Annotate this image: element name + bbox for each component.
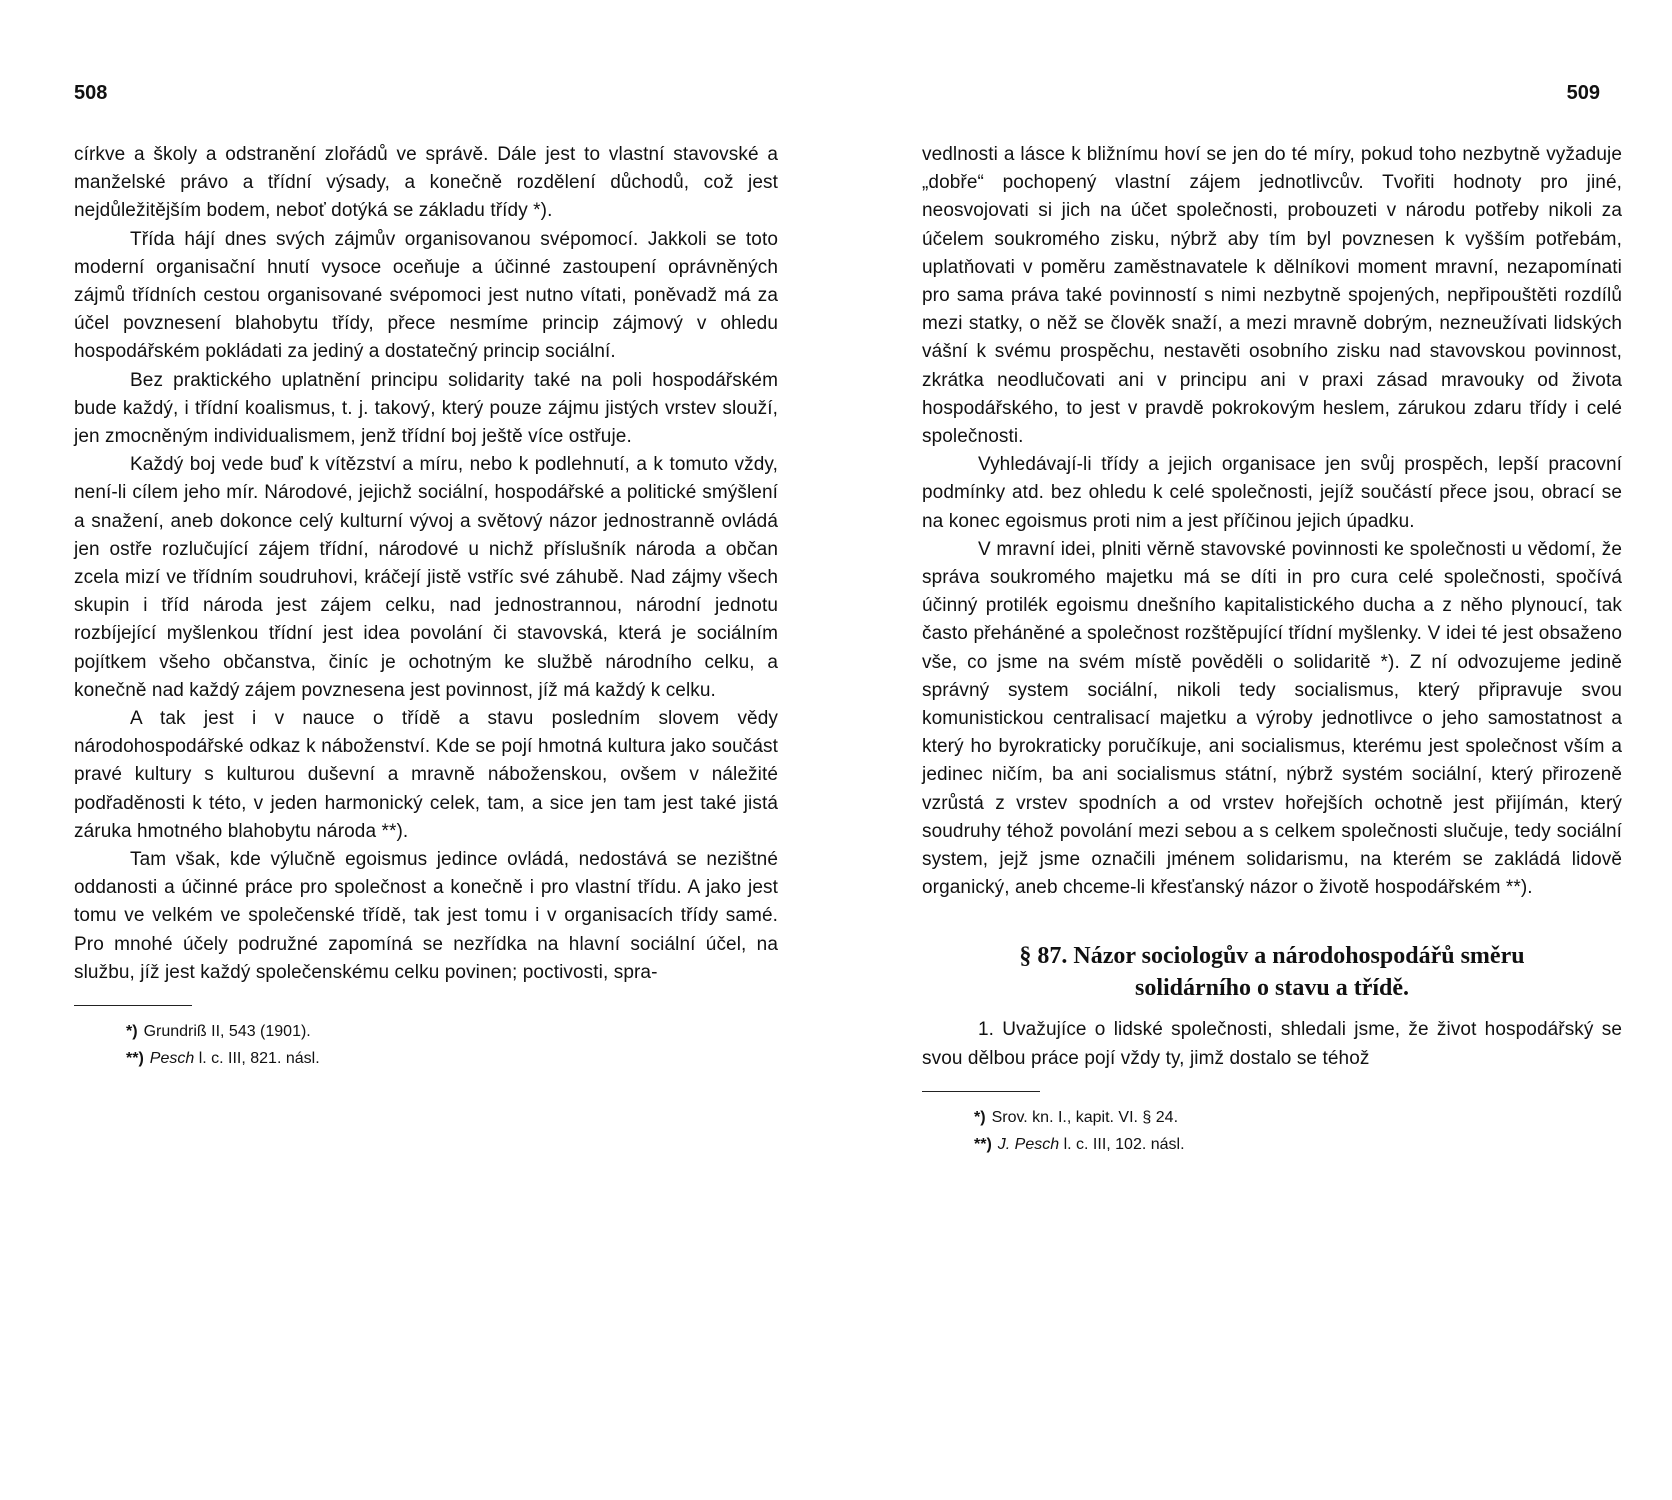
page-number: 508 — [74, 82, 108, 104]
footnotes — [74, 1018, 778, 1072]
footnote — [922, 1104, 1622, 1131]
footnote-mark: **) — [126, 1050, 144, 1068]
footnote-mark: *) — [974, 1108, 986, 1126]
paragraph: Tam však, kde výlučně egoismus jedince ovládá, nedostává se nezištné oddanosti a účinné práce pro společnost a konečně i pro vlastní třídu. A jako jest tomu ve velkém ve společenské třídě, tak jest tomu i v organisacích třídy samé. Pro mnohé účely podružné zapomíná se nezřídka na hlavní sociální účel, na službu, jíž jest každý společenskému celku povinen; poctivosti, spra- — [74, 849, 778, 983]
footnote-mark: *) — [126, 1023, 138, 1041]
right-body-text — [922, 141, 1622, 902]
footnote — [922, 1131, 1622, 1158]
right-text-column — [922, 141, 1622, 1158]
page-number: 509 — [1566, 82, 1600, 104]
footnote — [74, 1045, 778, 1072]
paragraph: Bez praktického uplatnění principu solidarity také na poli hospodářském bude každý, i třídní koalismus, t. j. takový, který pouze zájmu jistých vrstev slouží, jen zmocněným individualismem, jenž třídní boj ještě více ostřuje. — [74, 369, 778, 448]
paragraph: vedlnosti a lásce k bližnímu hoví se jen do té míry, pokud toho nezbytně vyžaduje „dobře“ pochopený vlastní zájem jednotlivcův. Tvořiti hodnoty pro jiné, neosvojovati si jich na účet společnosti, probouzeti v národu potřeby nikoli za účelem soukromého zisku, nýbrž aby tím byl povznesen k vyšším potřebám, uplatňovati v poměru zaměstnavatele k dělníkovi moment mravní, nezapomínati pro sama práva také povinností s nimi nezbytně spojených, nepřipouštěti rozdílů mezi statky, o něž se člověk snaží, a mezi mravně dobrým, nezneužívati lidských vášní k svému prospěchu, nestavěti osobního zisku nad stavovskou povinnost, zkrátka neodlučovati ani v principu ani v praxi zásad mravouky od života hospodářského, to jest v pravdě pokrokovým heslem, zárukou zdaru třídy i celé společnosti. — [922, 144, 1622, 448]
footnote-text: Srov. kn. I., kapit. VI. § 24. — [991, 1108, 1179, 1126]
footnote-mark: **) — [974, 1135, 992, 1153]
footnote-divider — [74, 1005, 192, 1006]
footnote-divider — [922, 1091, 1040, 1092]
paragraph: Vyhledávají-li třídy a jejich organisace jen svůj prospěch, lepší pracovní podmínky atd. bez ohledu k celé společnosti, jejíž součástí přece jsou, obrací se na konec egoismus proti nim a jest příčinou jejich úpadku. — [922, 454, 1622, 532]
footnote-text: Grundriß II, 543 (1901). — [143, 1023, 311, 1041]
section-heading-line: § 87. Názor sociologův a národohospodářů směru — [1019, 943, 1525, 970]
right-page — [836, 0, 1672, 1500]
paragraph: Třída hájí dnes svých zájmův organisovanou svépomocí. Jakkoli se toto moderní organisační hnutí vysoce oceňuje a účinné zastoupení oprávněných zájmů třídních cestou organisované svépomoci jest nutno vítati, poněvadž má za účel povznesení blahobytu třídy, přece nesmíme princip zájmový v ohledu hospodářském pokládati za jediný a dostatečný princip sociální. — [74, 228, 778, 363]
footnote-author: Pesch — [149, 1050, 195, 1068]
section-heading-line: solidárního o stavu a třídě. — [1134, 975, 1410, 1002]
section-text — [922, 1016, 1622, 1072]
paragraph: A tak jest i v nauce o třídě a stavu posledním slovem vědy národohospodářské odkaz k náboženství. Kde se pojí hmotná kultura jako součást pravé kultury s kulturou duševní a mravně náboženskou, ovšem v náležité podřaděnosti k této, v jeden harmonický celek, tam, a sice jen tam jest také jistá záruka hmotného blahobytu národa **). — [74, 708, 778, 842]
paragraph: 1. Uvažujíce o lidské společnosti, shledali jsme, že život hospodářský se svou dělbou práce pojí vždy ty, jimž dostalo se téhož — [922, 1019, 1622, 1069]
left-body-text — [74, 141, 778, 987]
footnote-text: l. c. III, 821. násl. — [194, 1050, 320, 1068]
section-heading — [922, 940, 1622, 1004]
footnotes — [922, 1104, 1622, 1158]
paragraph: V mravní idei, plniti věrně stavovské povinnosti ke společnosti u vědomí, že správa soukromého majetku má se díti in pro cura celé společnosti, spočívá účinný protilék egoismu dnešního kapitalistického ducha a z něho plynoucí, tak často přeháněné a společnost rozštěpující třídní myšlenky. V idei té jest obsaženo vše, co jsme na svém místě pověděli o solidaritě *). Z ní odvozujeme jedině správný system sociální, nikoli tedy socialismus, který připravuje svou komunistickou centralisací majetku a výroby jednotlivce o jeho samostatnost a který ho byrokraticky poručíkuje, ani socialismus, kterému jest společnost vším a jedinec ničím, ba ani socialismus státní, nýbrž systém sociální, který přirozeně vzrůstá z vrstev spodních a od vrstev hořejších ochotně jest přijímán, který soudruhy téhož povolání mezi sebou a s celkem společnosti slučuje, tedy sociální system, jejž jsme označili jménem solidarismu, na kterém se zakládá lidově organický, aneb chceme-li křesťanský názor o životě hospodářském **). — [922, 538, 1622, 899]
footnote-text: l. c. III, 102. násl. — [1059, 1135, 1185, 1153]
paragraph: Každý boj vede buď k vítězství a míru, nebo k podlehnutí, a k tomuto vždy, není-li cílem jeho mír. Národové, jejichž sociální, hospodářské a politické smýšlení a snažení, aneb dokonce celý kulturní vývoj a světový názor jednostranně ovládá jen ostře rozlučující zájem třídní, národové u nichž příslušník národa a občan zcela mizí ve třídním soudruhovi, kráčejí jistě vstříc své záhubě. Nad zájmy všech skupin i tříd národa jest zájem celku, nad jednostrannou, národní jednotu rozbíjející myšlenkou třídní jest idea povolání či stavovská, která je sociálním pojítkem všeho občanstva, činíc je ochotným ke službě národního celku, a konečně nad každý zájem povznesena jest povinnost, jíž má každý k celku. — [74, 454, 778, 701]
paragraph: církve a školy a odstranění zlořádů ve správě. Dále jest to vlastní stavovské a manželské právo a třídní výsady, a konečně rozdělení důchodů, což jest nejdůležitějším bodem, neboť dotýká se základu třídy *). — [74, 144, 778, 222]
left-text-column — [74, 141, 778, 1072]
footnote-author: J. Pesch — [997, 1135, 1060, 1153]
footnote — [74, 1018, 778, 1045]
